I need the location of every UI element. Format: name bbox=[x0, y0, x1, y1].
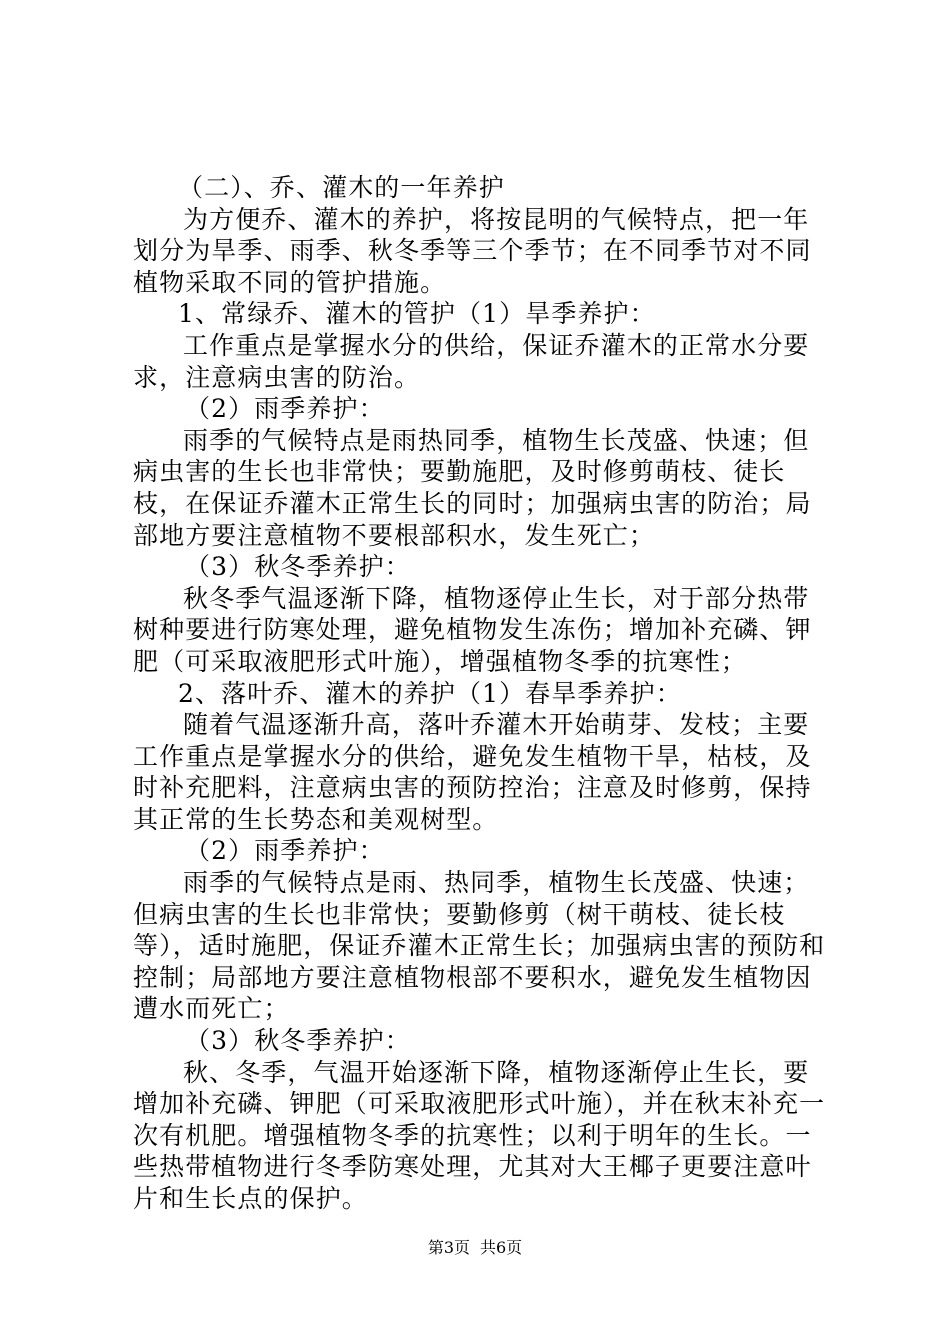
document-body bbox=[133, 172, 833, 1215]
subsection-heading: 1、常绿乔、灌木的管护（1）旱季养护： bbox=[178, 299, 656, 329]
section-heading: （二）、乔、灌木的一年养护 bbox=[178, 173, 505, 202]
page-footer bbox=[0, 1238, 950, 1258]
subsection-heading: 2、落叶乔、灌木的养护（1）春旱季养护： bbox=[178, 678, 682, 708]
paragraph: 秋、冬季，气温开始逐渐下降，植物逐渐停止生长，要增加补充磷、钾肥（可采取液肥形式叶施），并在秋末补充一次有机肥。增强植物冬季的抗寒性；以利于明年的生长。一些热带植物进行冬季防寒处理，尤其对大王椰子更要注意叶片和生长点的保护。 bbox=[133, 1057, 826, 1213]
paragraph: 雨季的气候特点是雨热同季，植物生长茂盛、快速；但病虫害的生长也非常快；要勤施肥，及时修剪萌枝、徒长枝，在保证乔灌木正常生长的同时；加强病虫害的防治；局部地方要注意植物不要根部积水，发生死亡； bbox=[133, 425, 812, 550]
paragraph: 秋冬季气温逐渐下降，植物逐停止生长，对于部分热带树种要进行防寒处理，避免植物发生冻伤；增加补充磷、钾肥（可采取液肥形式叶施），增强植物冬季的抗寒性； bbox=[133, 583, 812, 676]
page-total: 共6页 bbox=[480, 1238, 523, 1257]
paragraph: 为方便乔、灌木的养护，将按昆明的气候特点，把一年划分为旱季、雨季、秋冬季等三个季节；在不同季节对不同植物采取不同的管护措施。 bbox=[133, 204, 812, 297]
paragraph: 随着气温逐渐升高，落叶乔灌木开始萌芽、发枝；主要工作重点是掌握水分的供给，避免发生植物干旱，枯枝，及时补充肥料，注意病虫害的预防控治；注意及时修剪，保持其正常的生长势态和美观树型。 bbox=[133, 710, 812, 834]
item-heading: （3）秋冬季养护： bbox=[185, 552, 411, 582]
item-heading: （3）秋冬季养护： bbox=[185, 1026, 411, 1056]
paragraph: 工作重点是掌握水分的供给，保证乔灌木的正常水分要求，注意病虫害的防治。 bbox=[133, 330, 810, 392]
page-number: 第3页 bbox=[427, 1238, 470, 1257]
item-heading: （2）雨季养护： bbox=[185, 836, 385, 866]
item-heading: （2）雨季养护： bbox=[185, 394, 385, 424]
paragraph: 雨季的气候特点是雨、热同季，植物生长茂盛、快速；但病虫害的生长也非常快；要勤修剪（树干萌枝、徒长枝等），适时施肥，保证乔灌木正常生长；加强病虫害的预防和控制；局部地方要注意植物根部不要积水，避免发生植物因遭水而死亡； bbox=[133, 868, 826, 1024]
